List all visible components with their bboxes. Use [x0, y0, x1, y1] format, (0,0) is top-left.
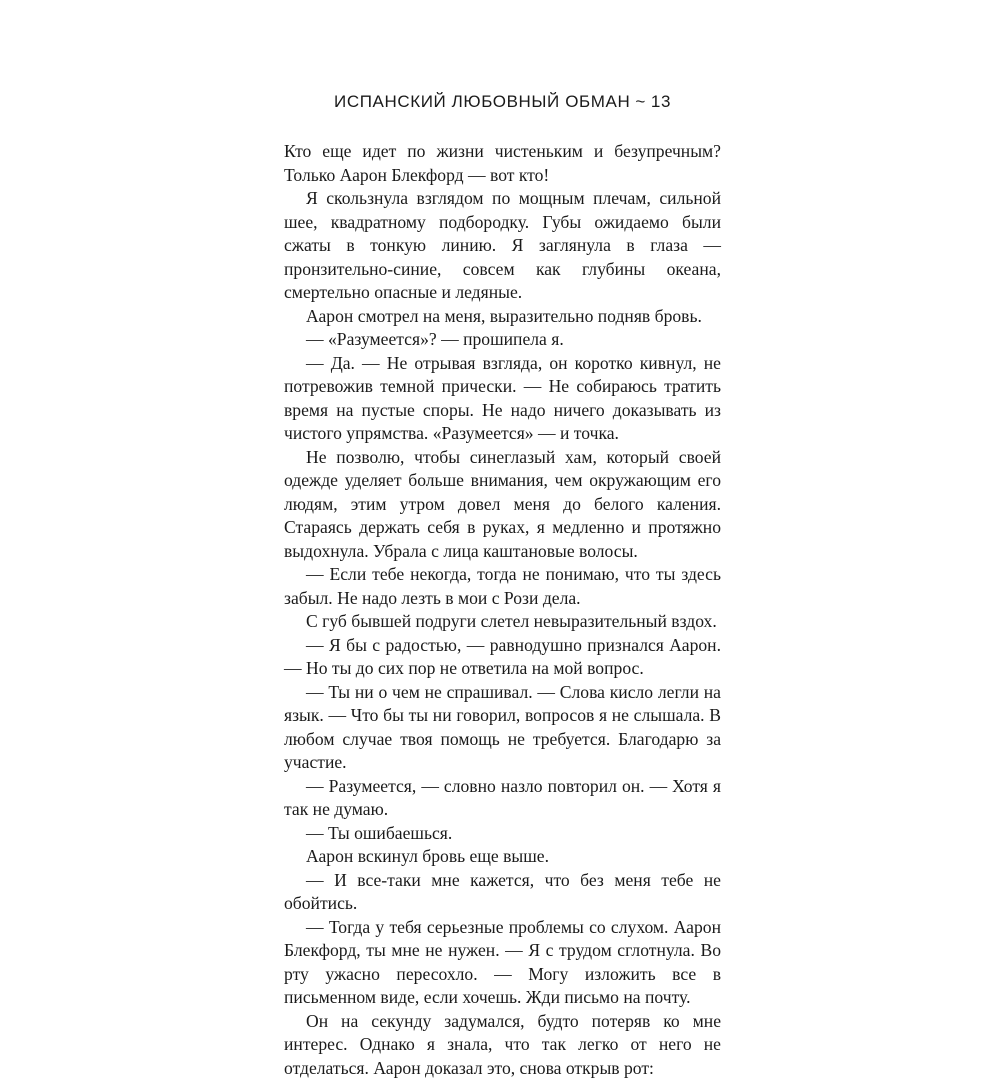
book-title: ИСПАНСКИЙ ЛЮБОВНЫЙ ОБМАН: [334, 92, 630, 111]
paragraph: — Я бы с радостью, — равнодушно признался Аарон. — Но ты до сих пор не ответила на мой вопрос.: [284, 634, 721, 681]
paragraph: — Ты ни о чем не спрашивал. — Слова кисло легли на язык. — Что бы ты ни говорил, вопросов я не слышала. В любом случае твоя помощь не требуется. Благодарю за участие.: [284, 681, 721, 775]
paragraph: — Да. — Не отрывая взгляда, он коротко кивнул, не потревожив темной прически. — Не собираюсь тратить время на пустые споры. Не надо ничего доказывать из чистого упрямства. «Разумеется» — и точка.: [284, 352, 721, 446]
header-separator: ~: [635, 92, 646, 111]
paragraph: Аарон смотрел на меня, выразительно подняв бровь.: [284, 305, 721, 329]
paragraph: Я скользнула взглядом по мощным плечам, сильной шее, квадратному подбородку. Губы ожидаемо были сжаты в тонкую линию. Я заглянула в глаза — пронзительно-синие, совсем как глубины океана, смертельно опасные и ледяные.: [284, 187, 721, 305]
paragraph: С губ бывшей подруги слетел невыразительный вздох.: [284, 610, 721, 634]
paragraph: — Разумеется, — словно назло повторил он. — Хотя я так не думаю.: [284, 775, 721, 822]
paragraph: Не позволю, чтобы синеглазый хам, который своей одежде уделяет больше внимания, чем окружающим его людям, этим утром довел меня до белого каления. Стараясь держать себя в руках, я медленно и протяжно выдохнула. Убрала с лица каштановые волосы.: [284, 446, 721, 564]
page-number: 13: [651, 92, 671, 111]
paragraph: — Тогда у тебя серьезные проблемы со слухом. Аарон Блекфорд, ты мне не нужен. — Я с трудом сглотнула. Во рту ужасно пересохло. — Могу изложить все в письменном виде, если хочешь. Жди письмо на почту.: [284, 916, 721, 1010]
paragraph: — Если тебе некогда, тогда не понимаю, что ты здесь забыл. Не надо лезть в мои с Рози дела.: [284, 563, 721, 610]
running-header: [284, 92, 721, 112]
paragraph: Он на секунду задумался, будто потеряв ко мне интерес. Однако я знала, что так легко от него не отделаться. Аарон доказал это, снова открыв рот:: [284, 1010, 721, 1080]
paragraph: Аарон вскинул бровь еще выше.: [284, 845, 721, 869]
paragraph: — И все-таки мне кажется, что без меня тебе не обойтись.: [284, 869, 721, 916]
paragraph: Кто еще идет по жизни чистеньким и безупречным? Только Аарон Блекфорд — вот кто!: [284, 140, 721, 187]
body-text: [284, 140, 721, 1080]
paragraph: — «Разумеется»? — прошипела я.: [284, 328, 721, 352]
paragraph: — Ты ошибаешься.: [284, 822, 721, 846]
